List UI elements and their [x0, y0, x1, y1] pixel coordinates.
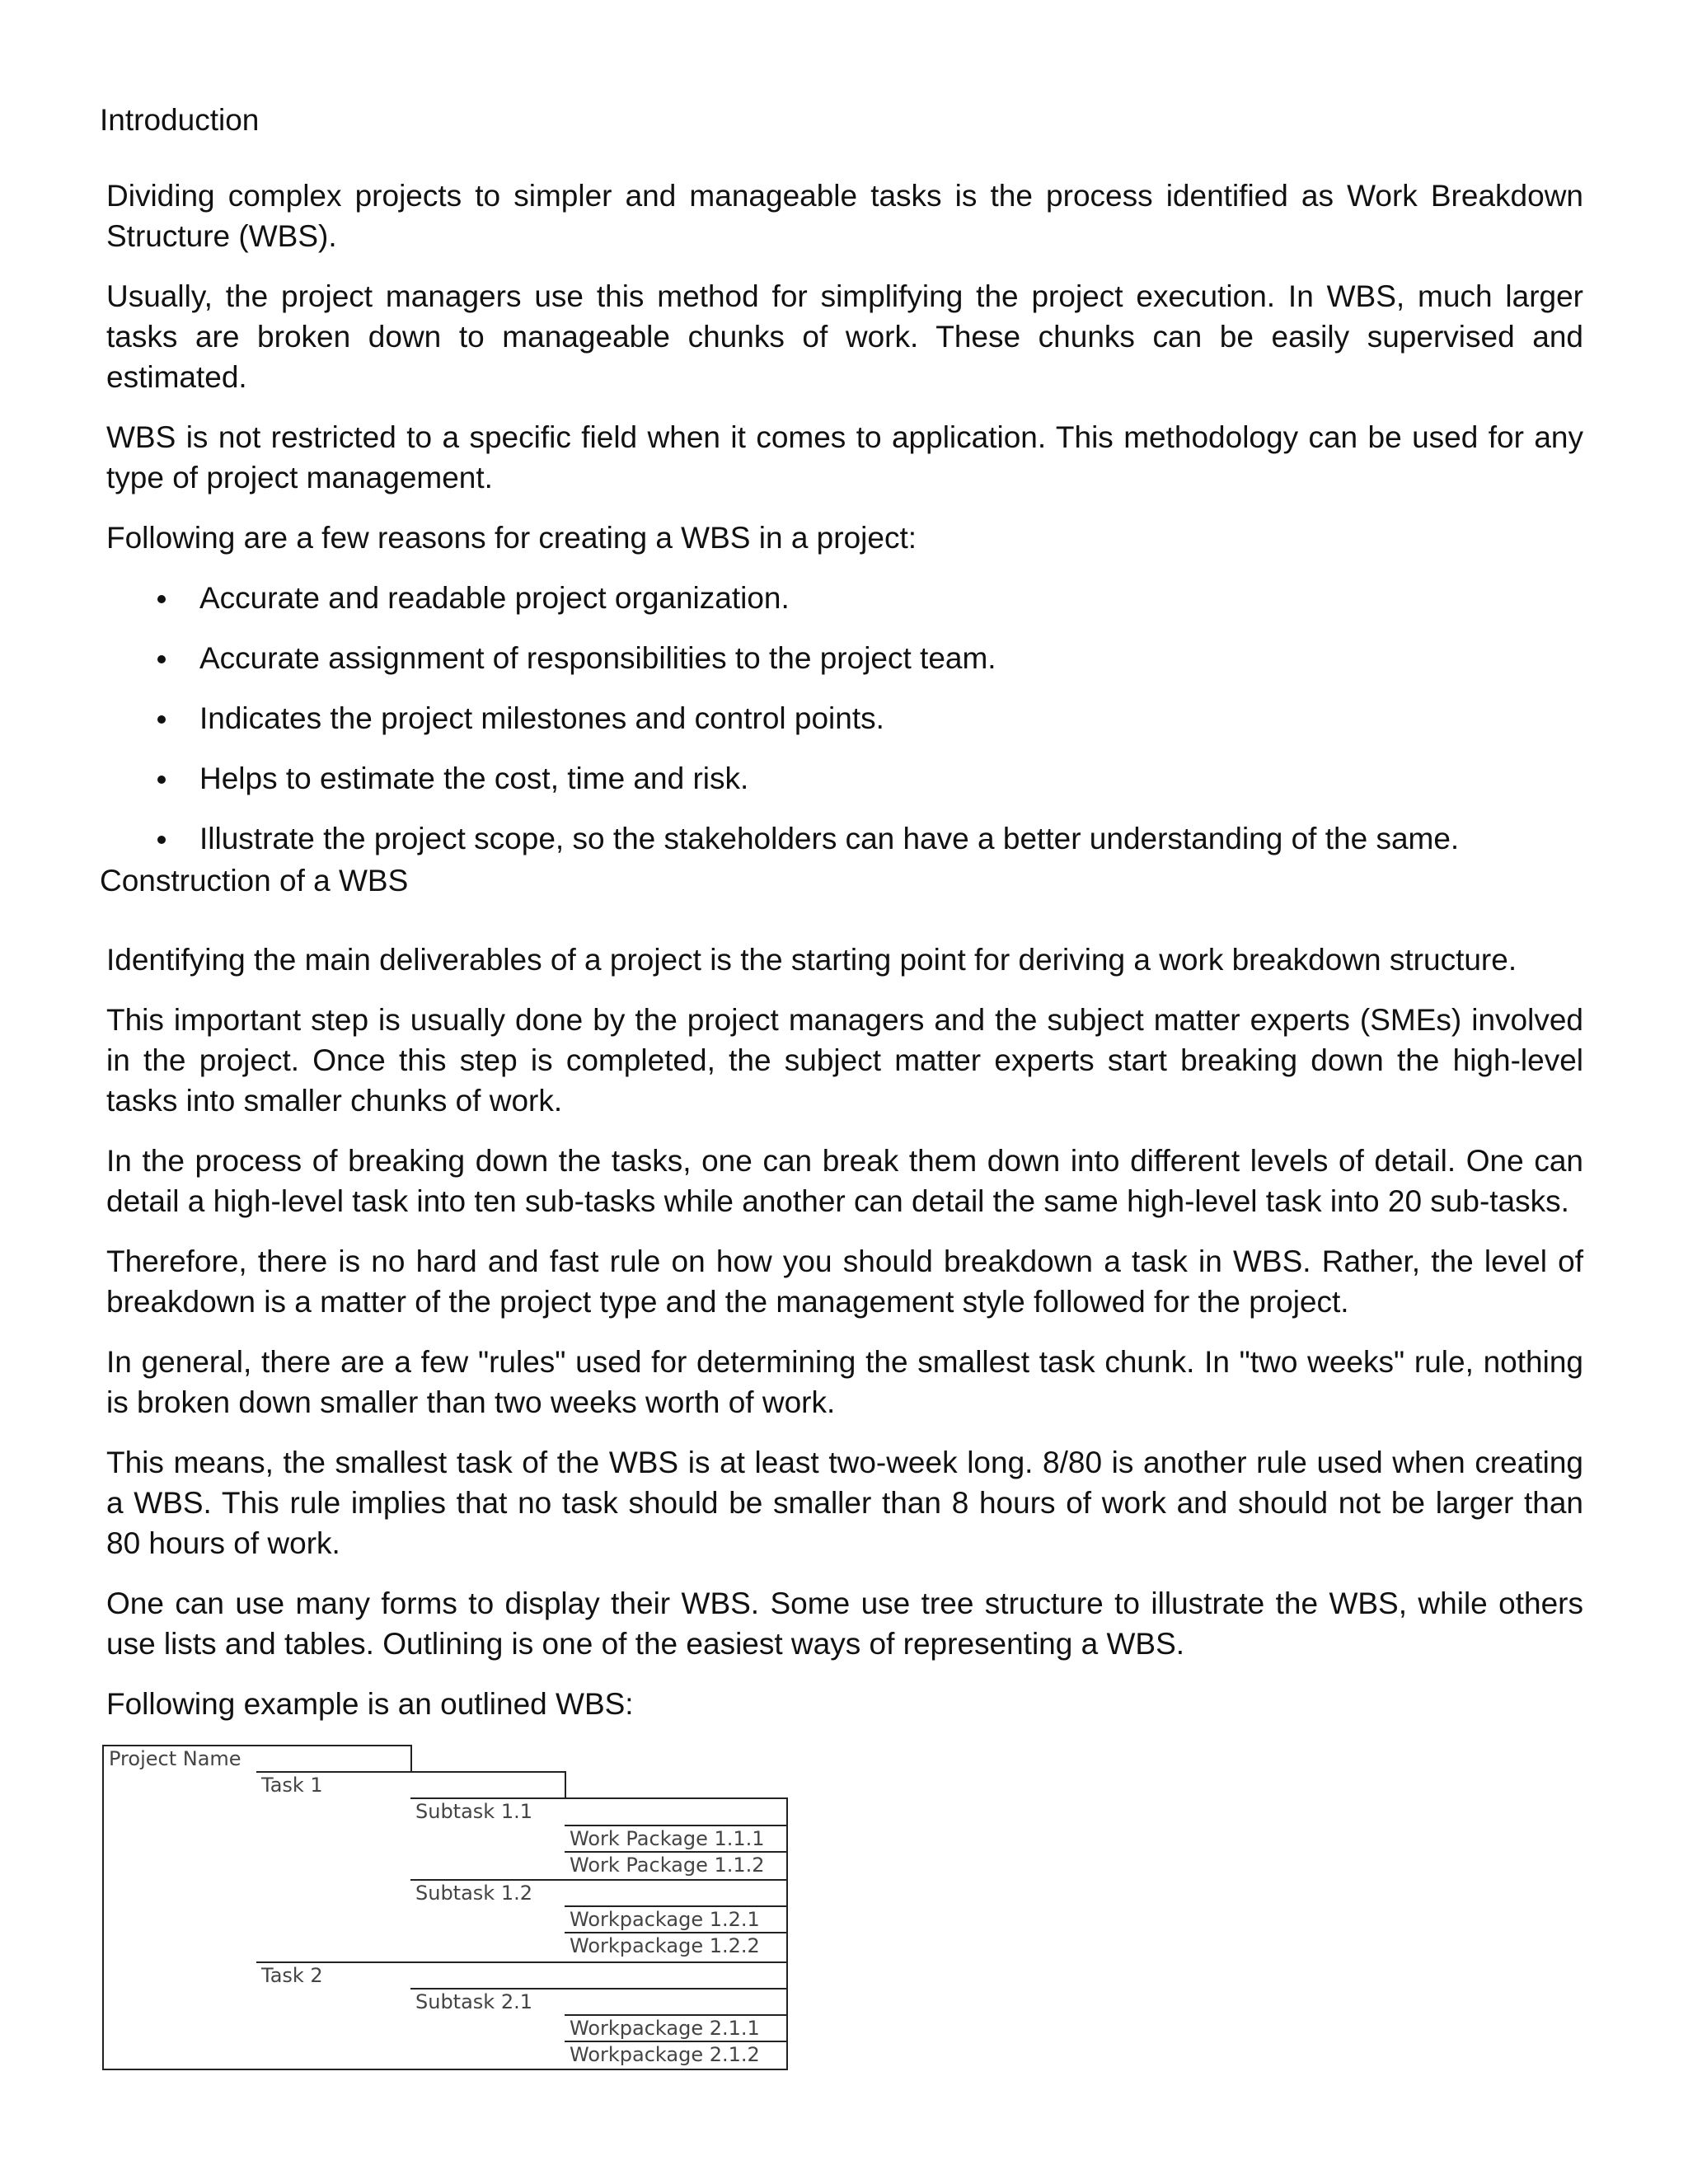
- bullet-icon: [157, 836, 166, 844]
- introduction-heading: Introduction: [100, 103, 260, 137]
- list-item-text: Accurate assignment of responsibilities to the project team.: [199, 641, 996, 675]
- subtask-cell: Subtask 2.1: [410, 1988, 566, 2070]
- wbs-empty-cell: [565, 1988, 788, 2016]
- wbs-outline-table: [102, 1745, 788, 2070]
- list-item: [106, 698, 1583, 738]
- list-item: [106, 758, 1583, 799]
- introduction-section: [106, 176, 1583, 879]
- list-item: [106, 818, 1583, 859]
- construction-paragraph: Therefore, there is no hard and fast rule on how you should breakdown a task in WBS. Rather, the level of breakdown is a matter of the project type and the management style followed for the project.: [106, 1244, 1583, 1319]
- list-item-text: Helps to estimate the cost, time and risk.: [199, 762, 749, 795]
- wbs-empty-cell: [410, 1961, 566, 1990]
- construction-section: [106, 940, 1583, 1744]
- construction-paragraph: In the process of breaking down the tasks, one can break them down into different levels of detail. One can detail a high-level task into ten sub-tasks while another can detail the same high-level task into 20 sub-tasks.: [106, 1144, 1583, 1218]
- list-item: [106, 638, 1583, 678]
- wbs-empty-cell: [565, 1797, 788, 1825]
- intro-paragraph: Following are a few reasons for creating a WBS in a project:: [106, 521, 917, 555]
- subtask-cell: Subtask 1.1: [410, 1797, 566, 1881]
- bullet-icon: [157, 655, 166, 663]
- wbs-empty-cell: [565, 1961, 788, 1990]
- work-package-cell: Workpackage 1.2.1: [565, 1905, 788, 1933]
- task-cell: Task 2: [256, 1961, 412, 2070]
- list-item-text: Illustrate the project scope, so the stakeholders can have a better understanding of the same.: [199, 822, 1460, 855]
- intro-paragraph: Usually, the project managers use this method for simplifying the project execution. In WBS, much larger tasks are broken down to manageable chunks of work. These chunks can be easily supervised and estimated.: [106, 279, 1583, 394]
- work-package-cell: Workpackage 2.1.2: [565, 2041, 788, 2070]
- construction-paragraph: Following example is an outlined WBS:: [106, 1687, 634, 1721]
- subtask-cell: Subtask 1.2: [410, 1879, 566, 1963]
- intro-paragraph: Dividing complex projects to simpler and manageable tasks is the process identified as Work Breakdown Structure (WBS).: [106, 179, 1583, 253]
- reasons-list: [106, 578, 1583, 859]
- construction-paragraph: In general, there are a few "rules" used for determining the smallest task chunk. In "two weeks" rule, nothing is broken down smaller than two weeks worth of work.: [106, 1345, 1583, 1419]
- construction-paragraph: This means, the smallest task of the WBS is at least two-week long. 8/80 is another rule used when creating a WBS. This rule implies that no task should be smaller than 8 hours of work and should not be larger than 80 hours of work.: [106, 1446, 1583, 1560]
- construction-paragraph: One can use many forms to display their WBS. Some use tree structure to illustrate the WBS, while others use lists and tables. Outlining is one of the easiest ways of representing a WBS.: [106, 1586, 1583, 1661]
- task-cell: Task 1: [256, 1771, 412, 1963]
- work-package-cell: Work Package 1.1.1: [565, 1825, 788, 1853]
- intro-paragraph: WBS is not restricted to a specific field when it comes to application. This methodology can be used for any type of project management.: [106, 420, 1583, 494]
- work-package-cell: Work Package 1.1.2: [565, 1851, 788, 1881]
- work-package-cell: Workpackage 1.2.2: [565, 1932, 788, 1963]
- list-item-text: Indicates the project milestones and control points.: [199, 701, 884, 735]
- list-item: [106, 578, 1583, 618]
- bullet-icon: [157, 595, 166, 603]
- project-name-cell: Project Name: [102, 1745, 258, 2070]
- bullet-icon: [157, 776, 166, 784]
- wbs-empty-cell: [565, 1879, 788, 1907]
- bullet-icon: [157, 715, 166, 724]
- wbs-empty-cell: [256, 1745, 412, 1773]
- list-item-text: Accurate and readable project organization.: [199, 581, 790, 615]
- construction-heading: Construction of a WBS: [100, 864, 409, 898]
- construction-paragraph: This important step is usually done by the project managers and the subject matter experts (SMEs) involved in the project. Once this step is completed, the subject matter experts start breaking down the high-level tasks into smaller chunks of work.: [106, 1003, 1583, 1118]
- construction-paragraph: Identifying the main deliverables of a project is the starting point for deriving a work breakdown structure.: [106, 943, 1517, 977]
- work-package-cell: Workpackage 2.1.1: [565, 2014, 788, 2042]
- wbs-empty-cell: [410, 1771, 566, 1799]
